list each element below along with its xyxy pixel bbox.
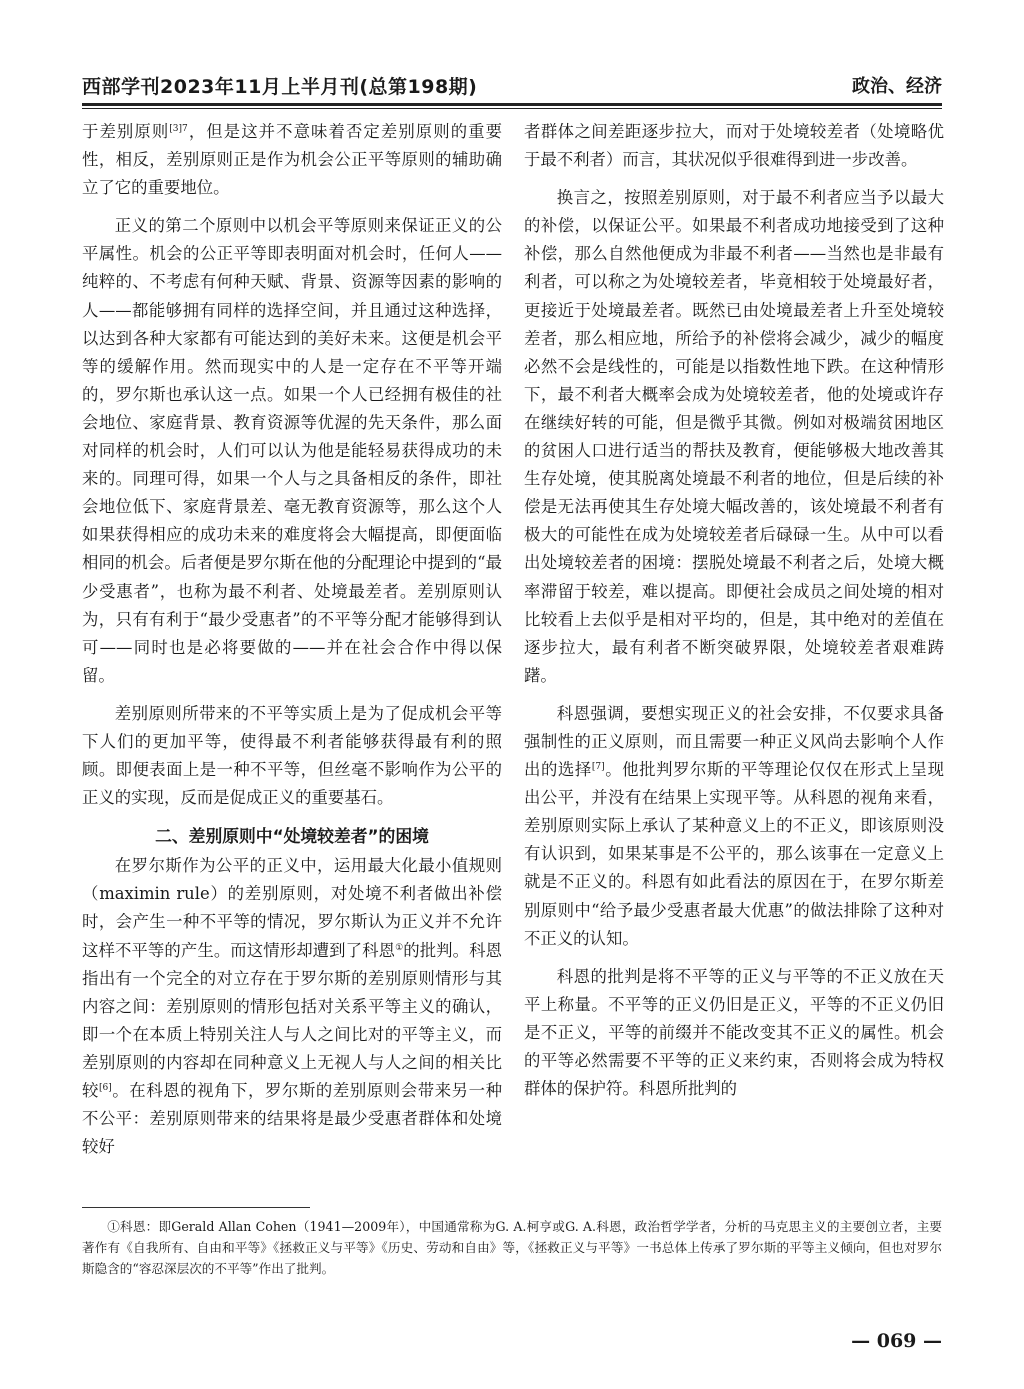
page-header — [82, 66, 942, 106]
section-heading: 二、差别原则中“处境较差者”的困境 — [155, 826, 429, 847]
journal-title: 西部学刊2023年11月上半月刊(总第198期) — [82, 76, 478, 98]
header-rule-thin — [82, 108, 942, 109]
paragraph: 正义的第二个原则中以机会平等原则来保证正义的公平属性。机会的公正平等即表明面对机会时，任何人——纯粹的、不考虑有何种天赋、背景、资源等因素的影响的人——都能够拥有同样的选择空间，并且通过这种选择，以达到各种大家都有可能达到的美好未来。这便是机会平等的缓解作用。然而现实中的人是一定存在不平等开端的，罗尔斯也承认这一点。如果一个人已经拥有极佳的社会地位、家庭背景、教育资源等优渥的先天条件，那么面对同样的机会时，人们可以认为他是能轻易获得成功的未来的。同理可得，如果一个人与之具备相反的条件，即社会地位低下、家庭背景差、毫无教育资源等，那么这个人如果获得相应的成功未来的难度将会大幅提高，即便面临相同的机会。后者便是罗尔斯在他的分配理论中提到的“最少受惠者”，也称为最不利者、处境最差者。差别原则认为，只有有利于“最少受惠者”的不平等分配才能够得到认可——同时也是必将要做的——并在社会合作中得以保留。 — [82, 216, 502, 685]
paragraph: 者群体之间差距逐步拉大，而对于处境较差者（处境略优于最不利者）而言，其状况似乎很难得到进一步改善。 — [524, 122, 944, 170]
paragraph: 差别原则所带来的不平等实质上是为了促成机会平等下人们的更加平等，使得最不利者能够获得最有利的照顾。即便表面上是一种不平等，但丝毫不影响作为公平的正义的实现，反而是促成正义的重要基石。 — [82, 703, 502, 808]
citation: [3]7 — [169, 124, 188, 134]
paragraph: 于差别原则$^{[3]7}$，但是这并不意味着否定差别原则的重要性，相反，差别原则正是作为机会公正平等原则的辅助确立了它的重要地位。 — [82, 122, 503, 198]
left-column — [82, 118, 502, 1161]
paragraph: 科恩的批判是将不平等的正义与平等的不正义放在天平上称量。不平等的正义仍旧是正义，平等的不正义仍旧是不正义，平等的前缀并不能改变其不正义的属性。机会的平等必然需要不平等的正义来约束，否则将会成为特权群体的保护符。科恩所批判的 — [524, 966, 944, 1099]
page-number: — 069 — — [851, 1330, 942, 1352]
right-column — [524, 118, 944, 1103]
paragraph: 科恩强调，要想实现正义的社会安排，不仅要求具备强制性的正义原则，而且需要一种正义风尚去影响个人作出的选择[7]。他批判罗尔斯的平等理论仅仅在形式上呈现出公平，并没有在结果上实现平等。从科恩的视角来看，差别原则实际上承认了某种意义上的不正义，即该原则没有认识到，如果某事是不公平的，那么该事在一定意义上就是不正义的。科恩有如此看法的原因在于，在罗尔斯差别原则中“给予最少受惠者最大优惠”的做法排除了这种对不正义的认知。 — [524, 703, 944, 948]
footnote-rule — [82, 1207, 310, 1208]
paragraph: 换言之，按照差别原则，对于最不利者应当予以最大的补偿，以保证公平。如果最不利者成功地接受到了这种补偿，那么自然他便成为非最不利者——当然也是非最有利者，可以称之为处境较差者，毕竟相较于处境最好者，更接近于处境最差者。既然已由处境最差者上升至处境较差者，那么相应地，所给予的补偿将会减少，减少的幅度必然不会是线性的，可能是以指数性地下跌。在这种情形下，最不利者大概率会成为处境较差者，他的处境或许存在继续好转的可能，但是微乎其微。例如对极端贫困地区的贫困人口进行适当的帮扶及教育，便能够极大地改善其生存处境，使其脱离处境最不利者的地位，但是后续的补偿是无法再使其生存处境大幅改善的，该处境最不利者有极大的可能性在成为处境较差者后碌碌一生。从中可以看出处境较差者的困境：摆脱处境最不利者之后，处境大概率滞留于较差，难以提高。即便社会成员之间处境的相对比较看上去似乎是相对平均的，但是，其中绝对的差值在逐步拉大，最有利者不断突破界限，处境较差者艰难踌躇。 — [524, 188, 944, 685]
section-label: 政治、经济 — [852, 76, 942, 97]
footnote: ①科恩：即Gerald Allan Cohen（1941—2009年），中国通常称为G. A.柯亨或G. A.科恩，政治哲学学者，分析的马克思主义的主要创立者，主要著作有《自我所有、自由和平等》《拯救正义与平等》《历史、劳动和自由》等，《拯救正义与平等》一书总体上传承了罗尔斯的平等主义倾向，但也对罗尔斯隐含的“容忍深层次的不平等”作出了批判。 — [82, 1219, 942, 1276]
paragraph: 在罗尔斯作为公平的正义中，运用最大化最小值规则（maximin rule）的差别原则，对处境不利者做出补偿时，会产生一种不平等的情况，罗尔斯认为正义并不允许这样不平等的产生。而这情形却遭到了科恩①的批判。科恩指出有一个完全的对立存在于罗尔斯的差别原则情形与其内容之间：差别原则的情形包括对关系平等主义的确认，即一个在本质上特别关注人与人之间比对的平等主义，而差别原则的内容却在同种意义上无视人与人之间的相关比较[6]。在科恩的视角下，罗尔斯的差别原则会带来另一种不公平：差别原则带来的结果将是最少受惠者群体和处境较好 — [82, 856, 502, 1157]
header-rule — [82, 103, 942, 106]
citation: [6] — [98, 1083, 112, 1093]
footnote-marker: ① — [395, 942, 404, 953]
citation: [7] — [591, 762, 605, 773]
